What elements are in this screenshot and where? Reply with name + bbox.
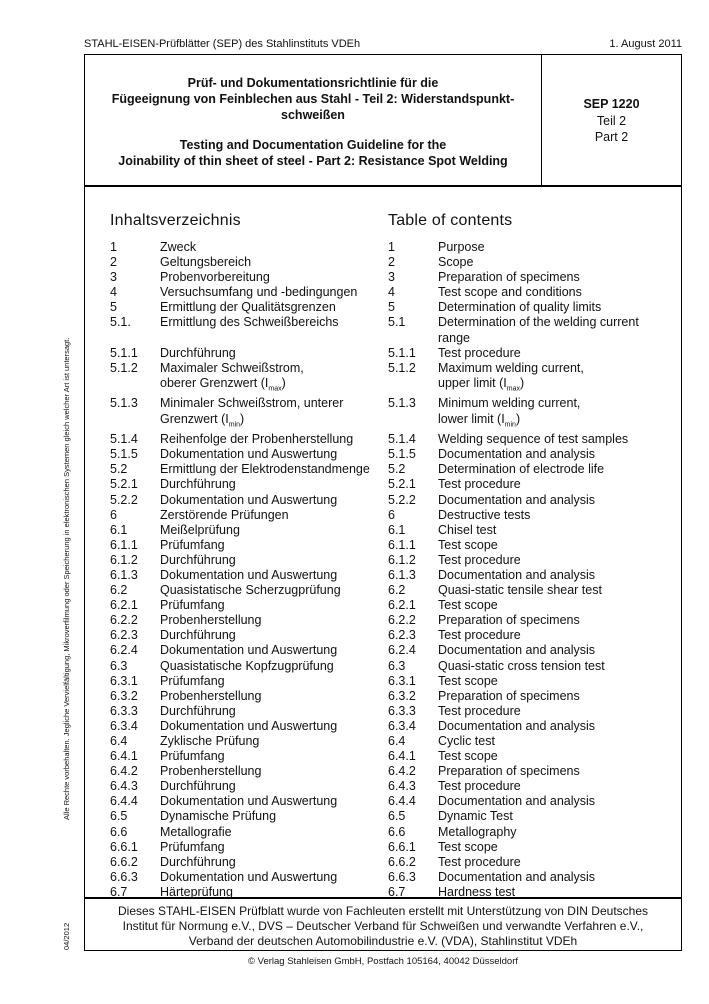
- toc-entry-number: 6.2: [110, 583, 128, 598]
- toc-entry-continuation: [110, 331, 400, 346]
- toc-entry-number: 6.7: [388, 884, 406, 899]
- toc-entry-title: Dokumentation und Auswertung: [160, 869, 338, 884]
- toc-entry: [110, 361, 400, 376]
- toc-entry: [388, 764, 678, 779]
- toc-entry-number: 6.6.2: [388, 854, 416, 869]
- toc-entry-title: Quasi-static tensile shear test: [438, 583, 602, 598]
- document-frame: [84, 54, 682, 951]
- title-de-line: Prüf- und Dokumentationsrichtlinie für die: [187, 76, 439, 90]
- toc-entry: [110, 553, 400, 568]
- toc-entry-title: Probenherstellung: [160, 688, 262, 703]
- toc-entry: [388, 538, 678, 553]
- footer-line: Dieses STAHL-EISEN Prüfblatt wurde von Fachleuten erstellt mit Unterstützung von DIN Deutsches: [118, 904, 648, 918]
- toc-entry-title: Dokumentation und Auswertung: [160, 718, 338, 733]
- toc-entry-number: 6.1: [388, 522, 406, 537]
- toc-entry-number: 6.2.4: [388, 643, 416, 658]
- toc-entry: [110, 583, 400, 598]
- toc-entry: [388, 300, 678, 315]
- toc-entry-title: Dokumentation und Auswertung: [160, 643, 338, 658]
- toc-entry-title: Cyclic test: [438, 734, 495, 748]
- toc-entry-number: 5.2.2: [110, 492, 138, 507]
- toc-entry-title: Ermittlung der Qualitätsgrenzen: [160, 300, 336, 315]
- title-de-line: schweißen: [281, 108, 345, 122]
- toc-entry-title: Zweck: [160, 240, 197, 254]
- toc-entry: [388, 270, 678, 285]
- toc-entry-number: 1: [110, 240, 117, 254]
- toc-entry-title: Test scope: [438, 537, 498, 552]
- toc-entry-number: 6.4: [110, 734, 128, 748]
- publisher-line: © Verlag Stahleisen GmbH, Postfach 105164, 40042 Düsseldorf: [248, 956, 518, 967]
- toc-entry: [388, 719, 678, 734]
- toc-entry: [388, 598, 678, 613]
- toc-entry-number: 6.4.3: [110, 779, 138, 794]
- sep-code: SEP 1220: [583, 97, 640, 111]
- toc-entry-number: 3: [388, 270, 395, 285]
- toc-entry: [388, 493, 678, 508]
- toc-entry-continuation: oberer Grenzwert $(I_{max})$: [160, 375, 286, 393]
- toc-entry: [388, 794, 678, 809]
- title-de-line: Fügeeignung von Feinblechen aus Stahl - Teil 2: Widerstandspunkt-: [111, 92, 515, 106]
- toc-entry-title: Maximaler Schweißstrom,: [160, 360, 304, 375]
- toc-entry-number: 2: [110, 255, 117, 270]
- document-title: [85, 55, 542, 185]
- toc-entry: [110, 285, 400, 300]
- title-german: [95, 75, 531, 123]
- toc-entry-number: 6.6.2: [110, 854, 138, 869]
- toc-entry-title: Reihenfolge der Probenherstellung: [160, 432, 354, 447]
- toc-entry-title: Maximum welding current,: [438, 360, 584, 375]
- toc-entry-title: Test procedure: [438, 854, 521, 869]
- toc-entry-title: Probenherstellung: [160, 613, 262, 628]
- title-en-line: Testing and Documentation Guideline for the: [179, 138, 447, 152]
- toc-entry: [388, 432, 678, 447]
- toc-entry-title: Prüfumfang: [160, 598, 225, 613]
- toc-entry: [388, 643, 678, 658]
- toc-entry-title: Test scope and conditions: [438, 285, 582, 300]
- sep-teil: Teil 2: [596, 114, 627, 128]
- toc-entry: [110, 613, 400, 628]
- toc-entry-title: Test scope: [438, 749, 498, 764]
- toc-entry: [388, 825, 678, 840]
- toc-entry: [110, 809, 400, 824]
- toc-entry: [388, 255, 678, 270]
- toc-entry-number: 5.2.1: [388, 477, 416, 492]
- toc-entry-number: 6.1.1: [388, 537, 416, 552]
- toc-entry-title: Prüfumfang: [160, 839, 225, 854]
- toc-entry: [388, 870, 678, 885]
- toc-entry-title: Determination of the welding current: [438, 315, 639, 330]
- toc-entry: [388, 659, 678, 674]
- toc-entry: [110, 315, 400, 330]
- toc-entry-title: Durchführung: [160, 854, 236, 869]
- toc-entry-number: 6: [110, 507, 117, 522]
- toc-entry-title: Ermittlung des Schweißbereichs: [160, 315, 339, 330]
- toc-entry-continuation: upper limit $(I_{max})$: [438, 375, 525, 393]
- toc-entry-number: 6.3.2: [388, 688, 416, 703]
- toc-entry-title: Geltungsbereich: [160, 255, 252, 270]
- toc-entry-title: Test scope: [438, 839, 498, 854]
- toc-entry-number: 5: [388, 300, 395, 315]
- toc-entry: [110, 447, 400, 462]
- toc-entry: [388, 583, 678, 598]
- toc-entry-number: 6.1: [110, 522, 128, 537]
- toc-entry-title: Dokumentation und Auswertung: [160, 794, 338, 809]
- toc-entry-title: Test procedure: [438, 477, 521, 492]
- toc-entry-title: Durchführung: [160, 477, 236, 492]
- toc-entry-title: Probenherstellung: [160, 764, 262, 779]
- toc-entry: [388, 704, 678, 719]
- toc-entry-number: 5.1.1: [110, 345, 138, 360]
- toc-entry-title: Minimaler Schweißstrom, unterer: [160, 396, 344, 411]
- toc-entry: [110, 598, 400, 613]
- toc-entry: [110, 734, 400, 749]
- toc-entry: [110, 643, 400, 658]
- toc-entry-title: Chisel test: [438, 522, 497, 537]
- toc-entry: [388, 628, 678, 643]
- toc-entry-number: 5.1.3: [388, 396, 416, 411]
- title-en-line: Joinability of thin sheet of steel - Part 2: Resistance Spot Welding: [118, 154, 508, 168]
- toc-entry: [110, 825, 400, 840]
- sep-number-box: [542, 55, 681, 185]
- toc-entry: [388, 689, 678, 704]
- toc-entry-title: Preparation of specimens: [438, 764, 580, 779]
- toc-entry-number: 6.4.2: [388, 764, 416, 779]
- toc-entry-title: Dokumentation und Auswertung: [160, 567, 338, 582]
- toc-entry: [388, 613, 678, 628]
- toc-entry: [110, 493, 400, 508]
- toc-entry-title: Quasi-static cross tension test: [438, 658, 605, 673]
- toc-entry: [110, 568, 400, 583]
- toc-entry-number: 5.2: [388, 462, 406, 477]
- toc-entry-number: 6.2.2: [388, 613, 416, 628]
- toc-entry-number: 5.1: [388, 315, 406, 330]
- toc-entry-number: 6: [388, 507, 395, 522]
- toc-entry-title: Test procedure: [438, 552, 521, 567]
- toc-entry: [110, 764, 400, 779]
- toc-entry-title: Preparation of specimens: [438, 613, 580, 628]
- toc-entry: [388, 447, 678, 462]
- toc-entry-number: 6.3: [110, 658, 128, 673]
- toc-entry-title: Härteprüfung: [160, 884, 233, 899]
- toc-entry-number: 6.3.1: [110, 673, 138, 688]
- footer-note: [85, 897, 681, 952]
- toc-heading-de: Inhaltsverzeichnis: [110, 212, 241, 229]
- toc-entry-number: 6.1.3: [388, 567, 416, 582]
- toc-entry: [388, 568, 678, 583]
- toc-entry-number: 6.2.1: [110, 598, 138, 613]
- toc-entry: [110, 432, 400, 447]
- toc-entry-number: 6.3.3: [388, 703, 416, 718]
- toc-entry-number: 6.2.2: [110, 613, 138, 628]
- toc-entry-number: 6.2.1: [388, 598, 416, 613]
- toc-entry: [110, 240, 400, 255]
- toc-entry-number: 6.5: [110, 809, 128, 824]
- toc-entry-number: 3: [110, 270, 117, 285]
- toc-entry-number: 6.3.4: [110, 718, 138, 733]
- toc-entry-title: Scope: [438, 255, 474, 270]
- toc-entry: [110, 689, 400, 704]
- toc-entry-title: Prüfumfang: [160, 537, 225, 552]
- toc-entry-number: 5: [110, 300, 117, 315]
- toc-entry-title: Hardness test: [438, 884, 516, 899]
- toc-entry: [388, 855, 678, 870]
- toc-entry-number: 4: [110, 285, 117, 300]
- toc-entry: [110, 749, 400, 764]
- toc-entry-number: 5.1.4: [110, 432, 138, 447]
- toc-entry-title: Determination of electrode life: [438, 462, 605, 477]
- toc-entry-title: Documentation and analysis: [438, 447, 596, 462]
- toc-entry-title: Documentation and analysis: [438, 869, 596, 884]
- toc-entry-number: 6.4.1: [110, 749, 138, 764]
- toc-entry: [110, 523, 400, 538]
- toc-entry-title: Quasistatische Kopfzugprüfung: [160, 658, 334, 673]
- toc-entry-title: Test procedure: [438, 703, 521, 718]
- rights-notice: Alle Rechte vorbehalten. Jegliche Vervielfältigung, Mikroverfilmung oder Speicherung in elektronischen Systemen gleich welcher Art ist untersagt.: [62, 337, 71, 820]
- toc-list-english: [388, 240, 678, 900]
- toc-entry-title: Minimum welding current,: [438, 396, 581, 411]
- toc-entry-title: Prüfumfang: [160, 749, 225, 764]
- toc-entry: [110, 462, 400, 477]
- toc-entry-number: 5.1.3: [110, 396, 138, 411]
- toc-entry: [110, 794, 400, 809]
- toc-entry: [110, 477, 400, 492]
- toc-entry-number: 5.1.2: [110, 360, 138, 375]
- toc-list-german: [110, 240, 400, 900]
- sep-part: Part 2: [594, 130, 629, 144]
- toc-entry: [388, 674, 678, 689]
- footer-line: Institut für Normung e.V., DVS – Deutscher Verband für Schweißen und verwandte Verfahren e.V.,: [122, 919, 644, 933]
- toc-entry-number: 5.1.5: [110, 447, 138, 462]
- toc-entry-title: Dokumentation und Auswertung: [160, 447, 338, 462]
- toc-entry-number: 6.3.1: [388, 673, 416, 688]
- toc-entry-number: 5.2.1: [110, 477, 138, 492]
- footer-line: Verband der deutschen Automobilindustrie e.V. (VDA), Stahlinstitut VDEh: [188, 934, 578, 948]
- toc-entry-number: 6.2.4: [110, 643, 138, 658]
- toc-entry-number: 6.1.1: [110, 537, 138, 552]
- toc-entry: [388, 840, 678, 855]
- toc-entry-number: 6.7: [110, 884, 128, 899]
- toc-entry: [388, 477, 678, 492]
- toc-entry: [110, 855, 400, 870]
- toc-entry-title: Ermittlung der Elektrodenstandmenge: [160, 462, 370, 477]
- toc-entry: [388, 396, 678, 411]
- toc-entry: [110, 840, 400, 855]
- toc-entry-title: Determination of quality limits: [438, 300, 602, 315]
- toc-entry: [110, 870, 400, 885]
- toc-entry-title: Documentation and analysis: [438, 643, 596, 658]
- toc-entry: [388, 734, 678, 749]
- title-english: [95, 137, 531, 169]
- toc-entry-number: 6.2.3: [388, 628, 416, 643]
- toc-entry-number: 6.3.4: [388, 718, 416, 733]
- toc-entry-number: 6.1.2: [110, 552, 138, 567]
- toc-entry-number: 6.6.3: [110, 869, 138, 884]
- toc-entry-number: 4: [388, 285, 395, 300]
- toc-entry-title: Documentation and analysis: [438, 492, 596, 507]
- toc-heading-en: Table of contents: [388, 212, 513, 229]
- toc-entry-title: Dokumentation und Auswertung: [160, 492, 338, 507]
- toc-entry-number: 6.1.3: [110, 567, 138, 582]
- toc-entry-number: 6.2.3: [110, 628, 138, 643]
- toc-entry: [110, 538, 400, 553]
- toc-entry-number: 6.4.4: [110, 794, 138, 809]
- toc-entry-title: Dynamische Prüfung: [160, 809, 277, 824]
- toc-entry: [110, 346, 400, 361]
- title-block: [85, 55, 681, 187]
- toc-entry-number: 6.3.3: [110, 703, 138, 718]
- toc-entry-title: Welding sequence of test samples: [438, 432, 629, 447]
- toc-entry-title: Test scope: [438, 673, 498, 688]
- toc-entry: [388, 315, 678, 330]
- toc-entry-title: Zyklische Prüfung: [160, 734, 260, 748]
- toc-entry: [110, 255, 400, 270]
- toc-entry-number: 6.3.2: [110, 688, 138, 703]
- toc-entry: [388, 508, 678, 523]
- toc-entry: [388, 809, 678, 824]
- toc-entry-title: Metallografie: [160, 824, 232, 839]
- toc-entry-title: Documentation and analysis: [438, 718, 596, 733]
- toc-entry: [110, 704, 400, 719]
- toc-entry-number: 2: [388, 255, 395, 270]
- toc-entry: [388, 361, 678, 376]
- toc-entry-title: Test procedure: [438, 628, 521, 643]
- toc-entry-number: 6.4: [388, 734, 406, 748]
- toc-entry: [110, 674, 400, 689]
- toc-entry-number: 5.1.2: [388, 360, 416, 375]
- toc-entry: [388, 240, 678, 255]
- toc-entry: [110, 628, 400, 643]
- toc-entry-number: 6.2: [388, 583, 406, 598]
- toc-entry-title: Quasistatische Scherzugprüfung: [160, 583, 341, 598]
- toc-entry-title: Test procedure: [438, 345, 521, 360]
- toc-entry: [110, 300, 400, 315]
- toc-entry: [388, 553, 678, 568]
- toc-entry-number: 6.4.3: [388, 779, 416, 794]
- toc-entry-continuation: lower limit $(I_{min})$: [438, 411, 521, 429]
- toc-entry-number: 6.4.4: [388, 794, 416, 809]
- toc-entry-continuation: Grenzwert $(I_{min})$: [160, 411, 245, 429]
- toc-entry-number: 6.6.3: [388, 869, 416, 884]
- toc-entry: [388, 779, 678, 794]
- toc-entry-number: 6.4.2: [110, 764, 138, 779]
- toc-entry-title: Versuchsumfang und -bedingungen: [160, 285, 358, 300]
- toc-entry-title: Purpose: [438, 240, 485, 254]
- toc-entry-title: Meißelprüfung: [160, 522, 240, 537]
- header-date: 1. August 2011: [609, 38, 682, 50]
- toc-entry-title: Destructive tests: [438, 507, 531, 522]
- toc-entry-title: Preparation of specimens: [438, 688, 580, 703]
- toc-entry-title: Documentation and analysis: [438, 794, 596, 809]
- toc-entry: [388, 285, 678, 300]
- toc-entry-number: 5.1.: [110, 315, 131, 330]
- toc-entry-number: 5.2: [110, 462, 128, 477]
- toc-entry-title: Dynamic Test: [438, 809, 513, 824]
- toc-entry-number: 6.5: [388, 809, 406, 824]
- toc-entry-title: Durchführung: [160, 552, 236, 567]
- toc-entry-number: 5.1.5: [388, 447, 416, 462]
- toc-entry: [110, 270, 400, 285]
- toc-entry-title: Test scope: [438, 598, 498, 613]
- print-date: 04/2012: [62, 922, 71, 950]
- toc-entry-number: 1: [388, 240, 395, 254]
- toc-entry-title: Durchführung: [160, 703, 236, 718]
- toc-entry-title: Preparation of specimens: [438, 270, 580, 285]
- toc-entry-number: 6.6: [388, 824, 406, 839]
- toc-entry: [110, 779, 400, 794]
- toc-entry-number: 6.6.1: [388, 839, 416, 854]
- toc-entry-title: Zerstörende Prüfungen: [160, 507, 289, 522]
- toc-entry-number: 5.1.1: [388, 345, 416, 360]
- toc-entry: [110, 508, 400, 523]
- toc-entry: [110, 719, 400, 734]
- toc-entry: [388, 346, 678, 361]
- toc-entry: [110, 396, 400, 411]
- toc-entry-title: Durchführung: [160, 779, 236, 794]
- toc-entry-title: Durchführung: [160, 628, 236, 643]
- toc-entry-number: 6.4.1: [388, 749, 416, 764]
- toc-entry-title: Test procedure: [438, 779, 521, 794]
- toc-entry-title: Documentation and analysis: [438, 567, 596, 582]
- toc-entry-continuation: range: [438, 330, 470, 345]
- toc-entry-number: 6.3: [388, 658, 406, 673]
- toc-entry-title: Prüfumfang: [160, 673, 225, 688]
- toc-entry-number: 6.6.1: [110, 839, 138, 854]
- toc-entry-number: 6.1.2: [388, 552, 416, 567]
- toc-entry-number: 5.2.2: [388, 492, 416, 507]
- toc-entry: [110, 659, 400, 674]
- header-publication: STAHL-EISEN-Prüfblätter (SEP) des Stahlinstituts VDEh: [84, 38, 361, 50]
- toc-entry-title: Probenvorbereitung: [160, 270, 270, 285]
- toc-entry-title: Metallography: [438, 824, 517, 839]
- toc-entry-number: 5.1.4: [388, 432, 416, 447]
- toc-entry: [388, 462, 678, 477]
- toc-entry: [388, 523, 678, 538]
- toc-entry-number: 6.6: [110, 824, 128, 839]
- toc-entry: [388, 749, 678, 764]
- toc-entry-title: Durchführung: [160, 345, 236, 360]
